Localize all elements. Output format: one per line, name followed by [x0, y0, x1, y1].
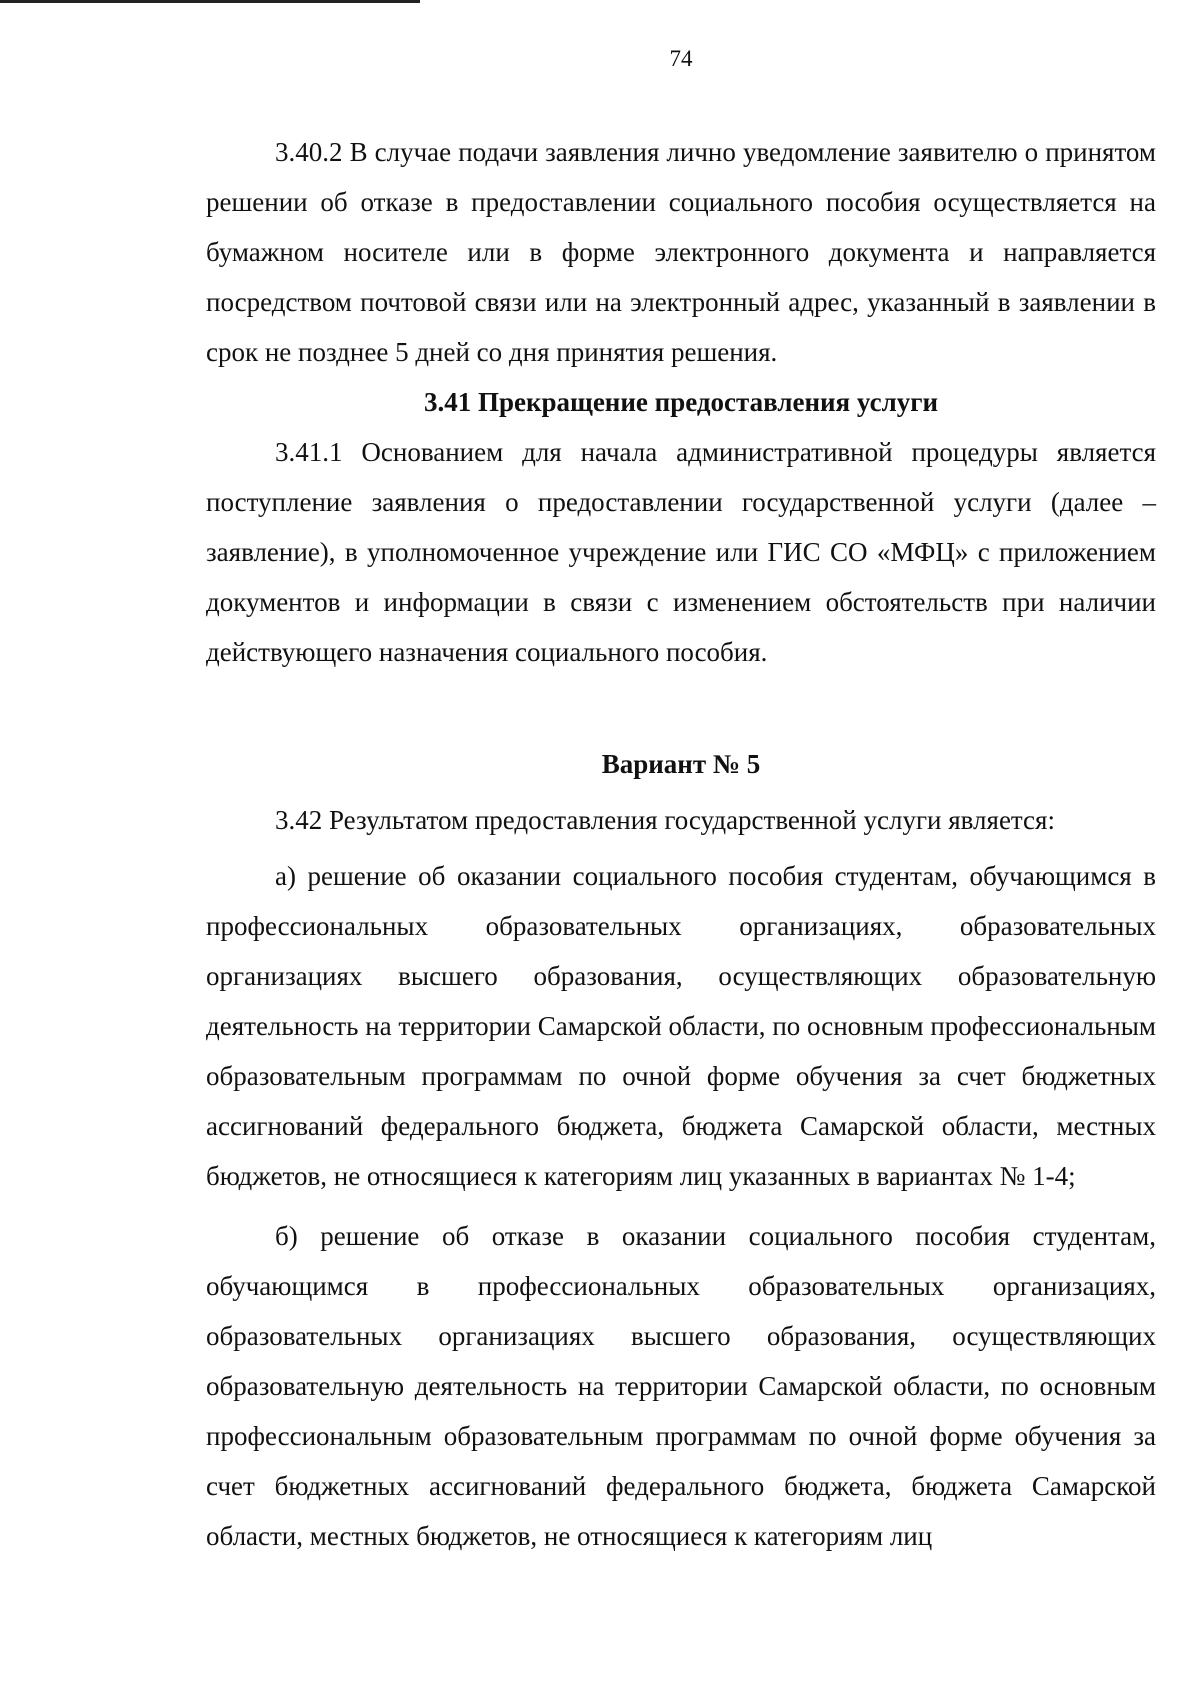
document-body [206, 127, 1156, 1561]
paragraph-item-a: а) решение об оказании социального пособия студентам, обучающимся в профессиональных образовательных организациях, образовательных организациях высшего образования, осуществляющих образовательную деятельность на территории Самарской области, по основным профессиональным образовательным программам по очной форме обучения за счет бюджетных ассигнований федерального бюджета, бюджета Самарской области, местных бюджетов, не относящиеся к категориям лиц указанных в вариантах № 1-4; [206, 861, 1156, 1191]
variant-heading: Вариант № 5 [601, 749, 761, 779]
top-edge-rule [0, 0, 420, 3]
paragraph-3-41-1: 3.41.1 Основанием для начала административной процедуры является поступление заявления о предоставлении государственной услуги (далее – заявление), в уполномоченное учреждение или ГИС СО «МФЦ» с приложением документов и информации в связи с изменением обстоятельств при наличии действующего назначения социального пособия. [206, 437, 1156, 667]
paragraph-item-b: б) решение об отказе в оказании социального пособия студентам, обучающимся в профессиональных образовательных организациях, образовательных организациях высшего образования, осуществляющих образовательную деятельность на территории Самарской области, по основным профессиональным образовательным программам по очной форме обучения за счет бюджетных ассигнований федерального бюджета, бюджета Самарской области, местных бюджетов, не относящиеся к категориям лиц [206, 1221, 1156, 1551]
paragraph-3-40-2: 3.40.2 В случае подачи заявления лично уведомление заявителю о принятом решении об отказе в предоставлении социального пособия осуществляется на бумажном носителе или в форме электронного документа и направляется посредством почтовой связи или на электронный адрес, указанный в заявлении в срок не позднее 5 дней со дня принятия решения. [206, 137, 1156, 367]
paragraph-3-42: 3.42 Результатом предоставления государственной услуги является: [275, 805, 1055, 835]
section-heading-3-41: 3.41 Прекращение предоставления услуги [423, 387, 939, 417]
page-number: 74 [669, 46, 693, 71]
